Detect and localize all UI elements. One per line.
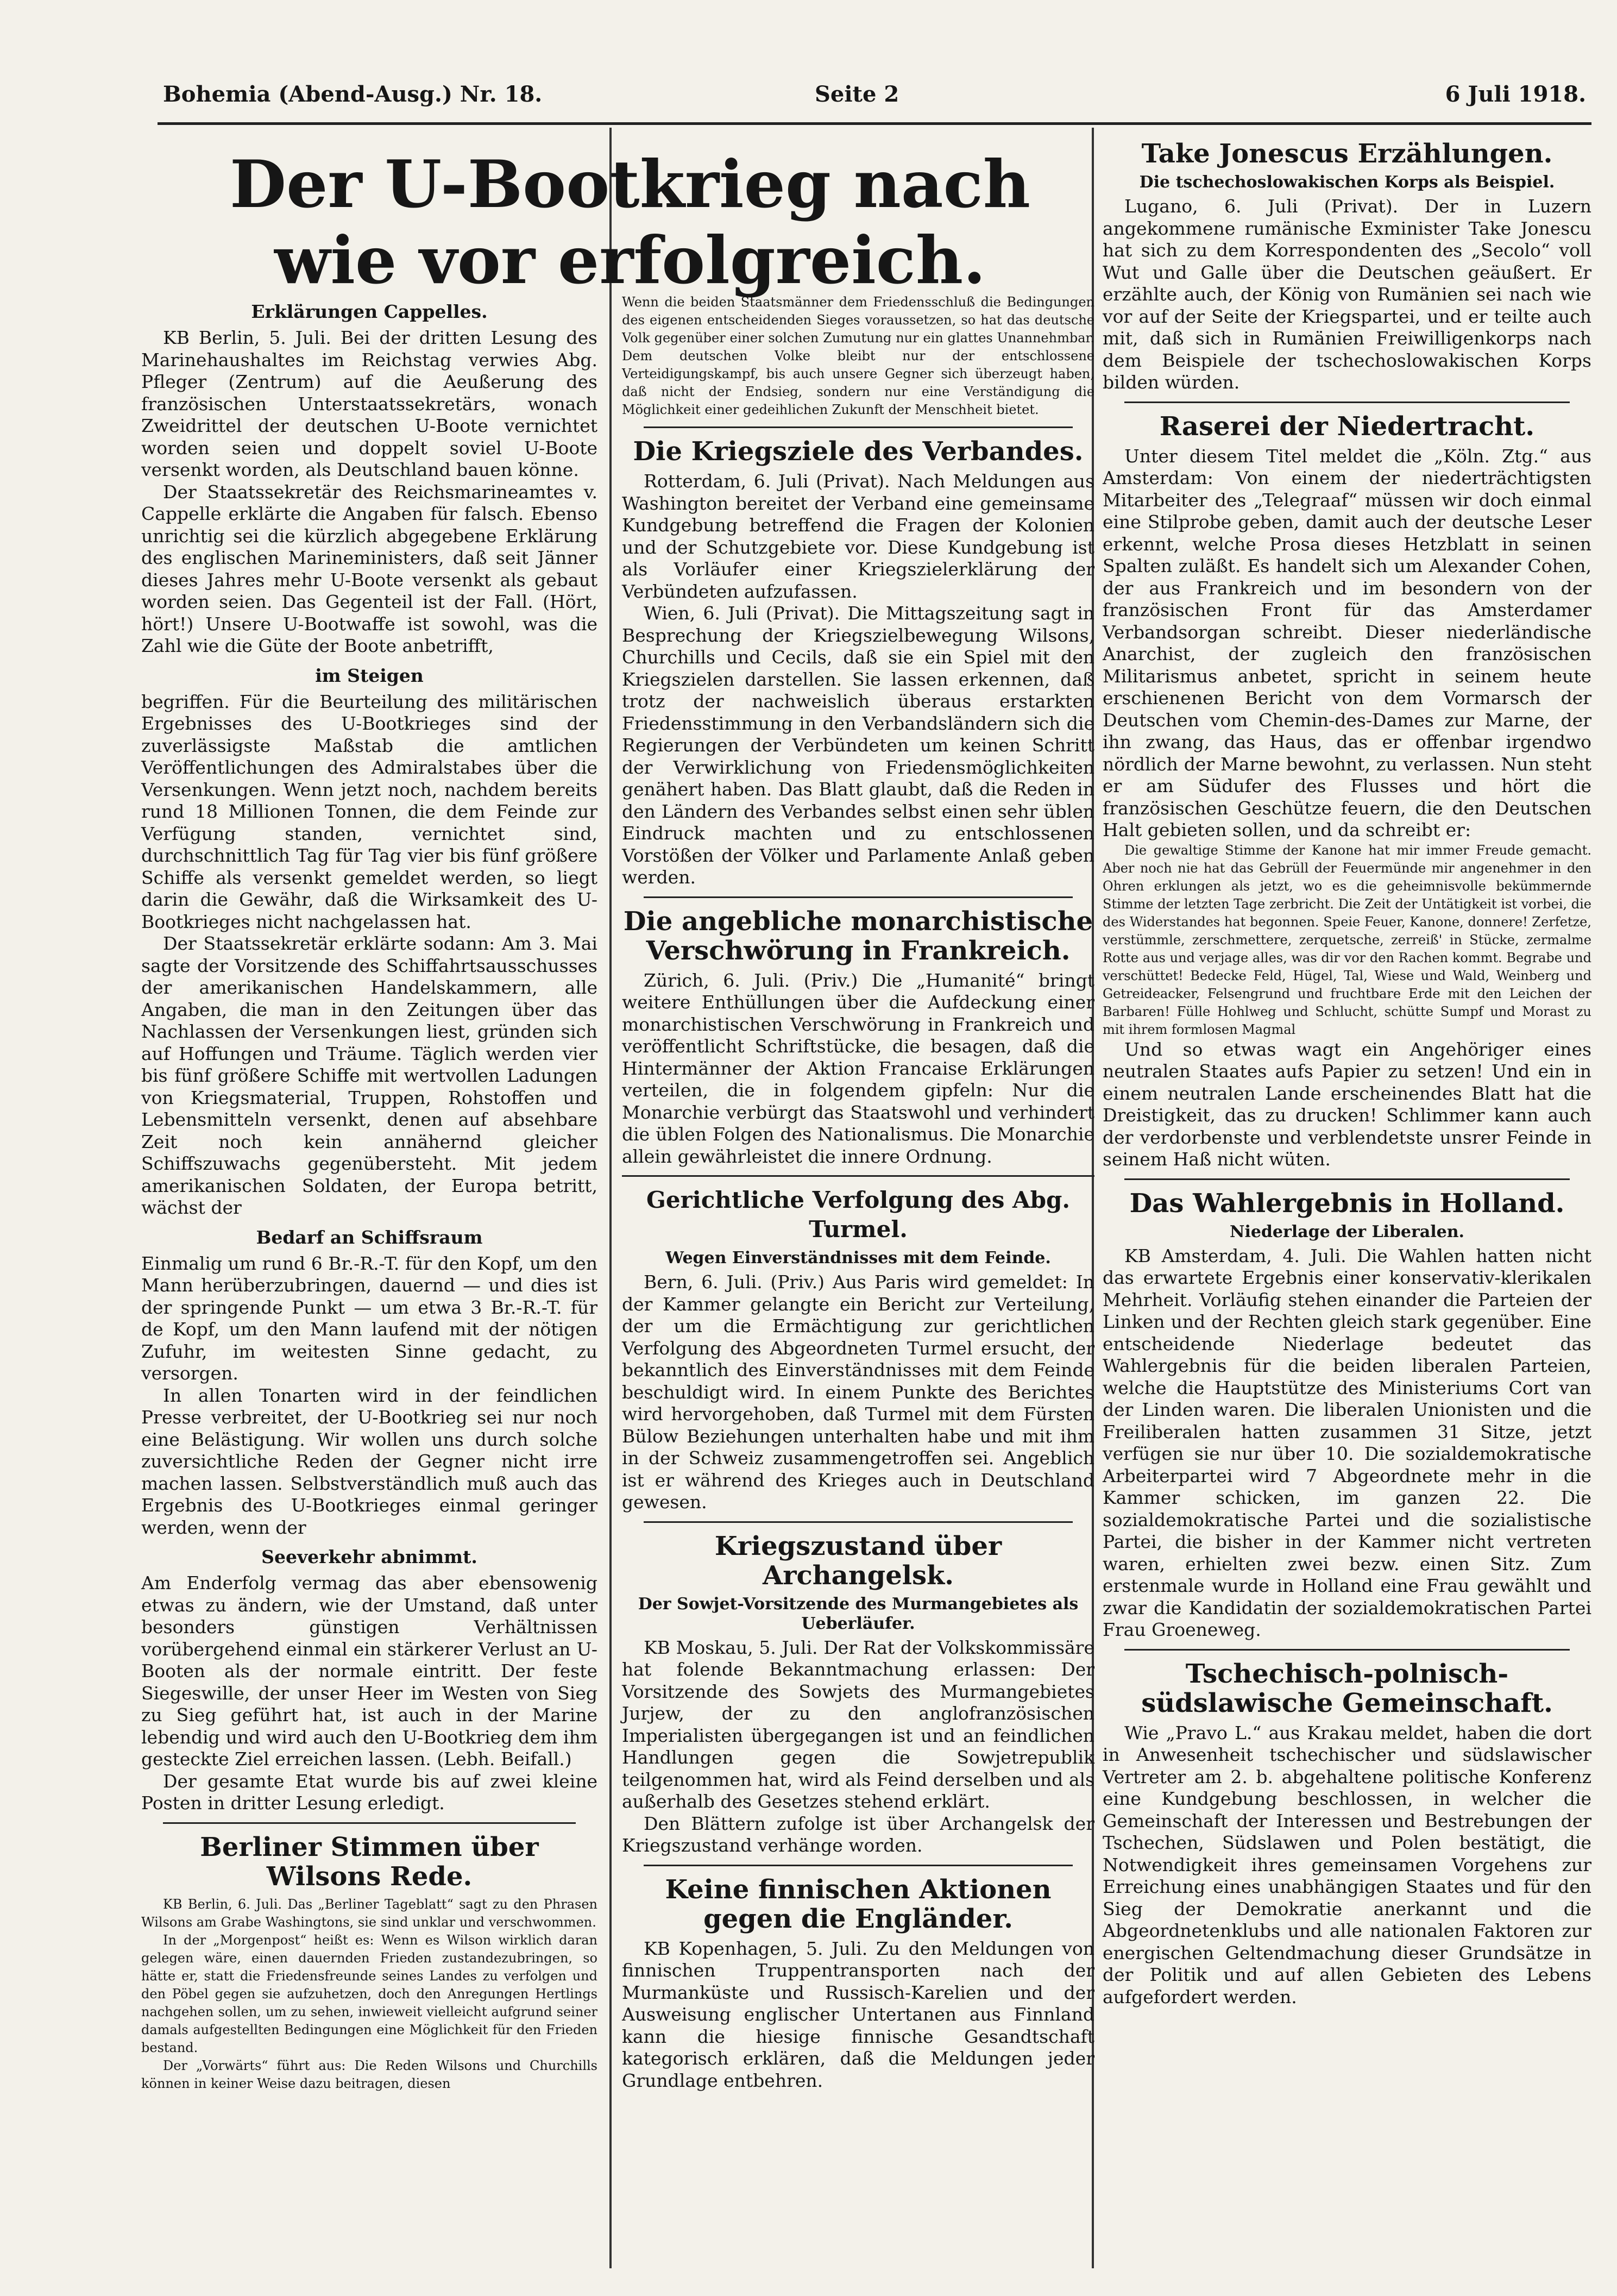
article-paragraph: Einmalig um rund 6 Br.-R.-T. für den Kopf, um den Mann herüberzubringen, dauernd — und dies ist der springende Punkt — um etwa 3 Br.-R.-T. für de Kopf, um den Mann laufend mit der nötigen Zufuhr, im weitesten Sinne gedacht, zu versorgen.: [141, 1252, 597, 1384]
article-paragraph: Bern, 6. Juli. (Priv.) Aus Paris wird gemeldet: In der Kammer gelangte ein Bericht zur Verteilung, der um die Ermächtigung zur gerichtlichen Verfolgung des Abgeordneten Turmel ersucht, der bekanntlich des Einverständnisses mit dem Feinde beschuldigt wird. In einem Punkte des Berichtes wird hervorgehoben, daß Turmel mit dem Fürsten Bülow Beziehungen unterhalten habe und mit ihm in der Schweiz zusammengetroffen sei. Angeblich ist er während des Krieges auch in Deutschland gewesen.: [622, 1271, 1094, 1513]
article-paragraph: Den Blättern zufolge ist über Archangelsk der Kriegszustand verhänge worden.: [622, 1812, 1094, 1856]
article-subhead: Wegen Einverständnisses mit dem Feinde.: [665, 1249, 1051, 1268]
article-paragraph: Wenn die beiden Staatsmänner dem Friedensschluß die Bedingungen des eigenen entscheidenden Sieges voraussetzen, so hat das deutsche Volk gegenüber einer solchen Zumutung nur ein glattes Unannehmbar. Dem deutschen Volke bleibt nur der entschlossene Verteidigungskampf, bis auch unsere Gegner sich überzeugt haben, daß nicht der Endsieg, sondern nur eine Verständigung die Möglichkeit einer gedeihlichen Zukunft der Menschheit bietet.: [622, 294, 1094, 417]
article-headline: Keine finnischen Aktionen gegen die Engländer.: [665, 1874, 1052, 1934]
article-divider: [644, 426, 1073, 428]
article-subhead: Seeverkehr abnimmt.: [261, 1546, 477, 1567]
article-paragraph: Und so etwas wagt ein Angehöriger eines neutralen Staates aufs Papier zu setzen! Und ein in einem neutralen Lande erscheinendes Blatt hat die Dreistigkeit, das zu drucken! Schlimmer kann auch der verdorbenste und verblendetste unsrer Feinde in seinem Haß nicht wüten.: [1103, 1038, 1591, 1170]
main-headline: Der U-Bootkrieg nach wie vor erfolgreich.: [230, 146, 1030, 299]
article-divider: [644, 1521, 1073, 1523]
article-subhead: Die tschechoslowakischen Korps als Beispiel.: [1139, 173, 1555, 192]
column-2: [622, 293, 1094, 2092]
article-subhead: Niederlage der Liberalen.: [1230, 1222, 1464, 1241]
column-divider: [609, 128, 612, 2268]
article-quote: [1103, 842, 1591, 1039]
article-paragraph: Am Enderfolg vermag das aber ebensowenig etwas zu ändern, wie der Umstand, daß unter besonders günstigen Verhältnissen vorübergehend einmal ein stärkerer Verlust an U-Booten als der normale eintritt. Der feste Siegeswille, der unser Heer im Westen von Sieg zu Sieg geführt hat, ist auch in der Marine lebendig und wird auch den U-Bootkrieg dem ihm gesteckte Ziel erreichen lassen. (Lebh. Beifall.): [141, 1572, 597, 1770]
article-paragraph: In allen Tonarten wird in der feindlichen Presse verbreitet, der U-Bootkrieg sei nur noch eine Belästigung. Wir wollen uns durch solche zuversichtliche Reden der Gegner nicht irre machen lassen. Selbstverständlich muß auch das Ergebnis des U-Bootkrieges einmal geringer werden, wenn der: [141, 1384, 597, 1538]
article-paragraph: Zürich, 6. Juli. (Priv.) Die „Humanité“ bringt weitere Enthüllungen über die Aufdeckung einer monarchistischen Verschwörung in Frankreich und veröffentlicht Schriftstücke, die besagen, daß die Hintermänner der Aktion Francaise Erklärungen verteilen, die in folgendem gipfeln: Nur die Monarchie verbürgt das Staatswohl und verhindert die üblen Folgen des Nationalismus. Die Monarchie allein gewährleistet die innere Ordnung.: [622, 969, 1094, 1167]
article-divider: [644, 1865, 1073, 1866]
article-headline: Kriegszustand über Archangelsk.: [714, 1530, 1002, 1591]
article-paragraph: Unter diesem Titel meldet die „Köln. Ztg.“ aus Amsterdam: Von einem der niederträchtigsten Mitarbeiter des „Telegraaf“ müssen wir doch einmal eine Stilprobe geben, damit auch der deutsche Leser erkennt, welche Prosa dieses Hetzblatt in seinen Spalten zuläßt. Es handelt sich um Alexander Cohen, der aus Frankreich und im besondern von der französischen Front für das Amsterdamer Verbandsorgan schreibt. Dieser niederländische Anarchist, der zugleich den französischen Militarismus anbetet, spricht in seinem heute erschienenen Bericht von dem Vormarsch der Deutschen vom Chemin-des-Dames zur Marne, der ihn zwang, das Haus, das er offenbar irgendwo nördlich der Marne bewohnt, zu verlassen. Nun steht er am Südufer des Flusses und hört die französischen Geschütze feuern, die den Deutschen Halt gebieten sollen, und da schreibt er:: [1103, 445, 1591, 840]
article-divider: [644, 896, 1073, 898]
article-paragraph: KB Berlin, 6. Juli. Das „Berliner Tageblatt“ sagt zu den Phrasen Wilsons am Grabe Washingtons, sie sind unklar und verschwommen.: [141, 1896, 597, 1930]
article-paragraph: KB Kopenhagen, 5. Juli. Zu den Meldungen von finnischen Truppentransporten nach der Murmanküste und Russisch-Karelien und der Ausweisung englischer Untertanen aus Finnland kann die hiesige finnische Gesandtschaft kategorisch erklären, daß die Meldungen jeder Grundlage entbehren.: [622, 1937, 1094, 2091]
article-divider: [1124, 1649, 1570, 1651]
article-paragraph: Der gesamte Etat wurde bis auf zwei kleine Posten in dritter Lesung erledigt.: [141, 1770, 597, 1814]
header-page-number: Seite 2: [815, 81, 899, 107]
article-headline: Gerichtliche Verfolgung des Abg. Turmel.: [646, 1187, 1070, 1243]
article-paragraph: Rotterdam, 6. Juli (Privat). Nach Meldungen aus Washington bereitet der Verband eine gemeinsame Kundgebung betreffend die Fragen der Kolonien und der Schutzgebiete vor. Diese Kundgebung ist als Vorläufer einer Kriegszielerklärung der Verbündeten aufzufassen.: [622, 471, 1094, 602]
page-header: [163, 81, 1586, 114]
article-headline: Take Jonescus Erzählungen.: [1141, 139, 1553, 169]
article-subhead: im Steigen: [315, 664, 424, 686]
header-paper-issue: Bohemia (Abend-Ausg.) Nr. 18.: [163, 81, 543, 107]
article-paragraph: Die gewaltige Stimme der Kanone hat mir immer Freude gemacht. Aber noch nie hat das Gebrüll der Feuermünde mir angenehmer in den Ohren erklungen als jetzt, wo es die geheimnisvolle bekümmernde Stimme der letzten Tage zerbricht. Die Zeit der Untätigkeit ist vorbei, die des Widerstandes hat begonnen. Speie Feuer, Kanone, donnere! Zerfetze, verstümmle, zerschmettere, zerquetsche, zerreiß' in Stücke, zermalme Rotte aus und verjage alles, was dir vor den Rachen kommt. Begrabe und verschüttet! Bedecke Feld, Hügel, Tal, Wiese und Wald, Weinberg und Getreideacker, Felsengrund und fruchtbare Erde mit den Leichen der Barbaren! Fülle Hohlweg und Schlucht, schütte Sumpf und Morast zu mit ihrem formlosen Magmal: [1103, 842, 1591, 1037]
article-headline: Tschechisch-polnisch-südslawische Gemeinschaft.: [1141, 1658, 1553, 1718]
article-paragraph: Der Staatssekretär des Reichsmarineamtes v. Cappelle erklärte die Angaben für falsch. Ebenso unrichtig sei die kürzlich abgegebene Erklärung des englischen Marineministers, daß seit Jänner dieses Jahres mehr U-Boote versenkt als gebaut worden seien. Das Gegenteil ist der Fall. (Hört, hört!) Unsere U-Bootwaffe ist sowohl, was die Zahl wie die Güte der Boote anbetrifft,: [141, 481, 597, 656]
article-paragraph: Der Staatssekretär erklärte sodann: Am 3. Mai sagte der Vorsitzende des Schiffahrtsausschusses der amerikanischen Handelskammern, alle Angaben, die man in den Zeitungen über das Nachlassen der Versenkungen liest, gründen sich auf Hoffungen und Träume. Täglich werden vier bis fünf größere Schiffe mit wertvollen Ladungen von Kriegsmaterial, Truppen, Rohstoffen und Lebensmitteln versenkt, denen auf absehbare Zeit noch kein annähernd gleicher Schiffszuwachs gegenübersteht. Mit jedem amerikanischen Soldaten, der Europa betritt, wächst der: [141, 933, 597, 1218]
article-paragraph: KB Moskau, 5. Juli. Der Rat der Volkskommissäre hat folende Bekanntmachung erlassen: Der Vorsitzende des Sowjets des Murmangebietes Jurjew, der zu den anglofranzösischen Imperialisten übergegangen ist und an feindlichen Handlungen gegen die Sowjetrepublik teilgenommen hat, wird als Feind derselben und als außerhalb des Gesetzes stehend erklärt.: [622, 1636, 1094, 1812]
article-paragraph: begriffen. Für die Beurteilung des militärischen Ergebnisses des U-Bootkrieges sind der zuverlässigste Maßstab die amtlichen Veröffentlichungen des Admiralstabes über die Versenkungen. Wenn jetzt noch, nachdem bereits rund 18 Millionen Tonnen, die dem Feinde zur Verfügung standen, vernichtet sind, durchschnittlich Tag für Tag vier bis fünf größere Schiffe als versenkt gemeldet werden, so liegt darin die Gewähr, daß die Wirksamkeit des U-Bootkrieges nicht nachgelassen hat.: [141, 691, 597, 932]
article-paragraph: Der „Vorwärts“ führt aus: Die Reden Wilsons und Churchills können in keiner Weise dazu beitragen, diesen: [141, 2057, 597, 2091]
article-subhead: Erklärungen Cappelles.: [251, 301, 488, 322]
article-paragraph: KB Berlin, 5. Juli. Bei der dritten Lesung des Marinehaushaltes im Reichstag verwies Abg. Pfleger (Zentrum) auf die Aeußerung des französischen Unterstaatssekretärs, wonach Zweidrittel der deutschen U-Boote vernichtet worden seien und doppelt soviel U-Boote versenkt worden, als Deutschland bauen könne.: [141, 327, 597, 480]
article-headline: Berliner Stimmen über Wilsons Rede.: [200, 1831, 539, 1892]
article-headline: Das Wahlergebnis in Holland.: [1129, 1188, 1565, 1219]
article-divider: [622, 1175, 1094, 1177]
article-subhead: Bedarf an Schiffsraum: [256, 1226, 483, 1248]
article-divider: [1124, 1178, 1570, 1180]
article-divider: [163, 1822, 576, 1824]
article-subhead: Der Sowjet-Vorsitzende des Murmangebietes als Ueberläufer.: [638, 1594, 1079, 1633]
article-body-small: [141, 1896, 597, 2093]
article-divider: [1124, 402, 1570, 403]
article-paragraph: In der „Morgenpost“ heißt es: Wenn es Wilson wirklich daran gelegen wäre, einen dauernden Frieden zustandezubringen, so hätte er, statt die Friedensfreunde seines Landes zu verfolgen und den Pöbel gegen sie aufzuhetzen, doch den Anregungen Hertlings nachgehen sollen, um zu sehen, inwieweit vielleicht aufgrund seiner damals aufgestellten Bedingungen eine Möglichkeit für den Frieden bestand.: [141, 1932, 597, 2055]
article-paragraph: Lugano, 6. Juli (Privat). Der in Luzern angekommene rumänische Exminister Take Jonescu hat sich zu dem Korrespondenten des „Secolo“ voll Wut und Galle über die Deutschen geäußert. Er erzählte auch, der König von Rumänien sei nach wie vor auf der Seite der Kriegspartei, und er teilte auch mit, daß sich in Rumänien Freiwilligenkorps nach dem Beispiele der tschechoslowakischen Korps bilden würden.: [1103, 196, 1591, 393]
article-headline: Raserei der Niedertracht.: [1159, 411, 1535, 442]
article-paragraph: KB Amsterdam, 4. Juli. Die Wahlen hatten nicht das erwartete Ergebnis einer konservativ-klerikalen Mehrheit. Vorläufig stehen einander die Parteien der Linken und der Rechten gleich stark gegenüber. Eine entscheidende Niederlage bedeutet das Wahlergebnis für die beiden liberalen Parteien, welche die Hauptstütze des Ministeriums Cort van der Linden waren. Die liberalen Unionisten und die Freiliberalen hatten zusammen 31 Sitze, jetzt verfügen sie nur über 10. Die sozialdemokratische Arbeiterpartei wird 7 Abgeordnete mehr in die Kammer schicken, im ganzen 22. Die sozialdemokratische Partei und die sozialistische Partei, die bisher in der Kammer nicht vertreten waren, erhielten zwei bezw. einen Sitz. Zum erstenmale wurde in Holland eine Frau gewählt und zwar die Kandidatin der sozialdemokratischen Partei Frau Groeneweg.: [1103, 1245, 1591, 1640]
article-headline: Die Kriegsziele des Verbandes.: [633, 436, 1084, 467]
header-rule: [158, 122, 1591, 125]
column-3: [1103, 130, 1591, 2008]
column-1: [141, 293, 597, 2093]
article-paragraph: Wie „Pravo L.“ aus Krakau meldet, haben die dort in Anwesenheit tschechischer und südslawischer Vertreter am 2. b. abgehaltene politische Konferenz eine Kundgebung beschlossen, in welcher die Gemeinschaft der Interessen und Bestrebungen der Tschechen, Südslawen und Polen bestätigt, die Notwendigkeit ihres gemeinsamen Vorgehens zur Erreichung eines unabhängigen Staates und für den Sieg der Demokratie anerkannt und die Abgeordnetenklubs und alle nationalen Faktoren zur energischen Geltendmachung dieser Grundsätze in der Politik und auf allen Gebieten des Lebens aufgefordert werden.: [1103, 1722, 1591, 2008]
header-date: 6 Juli 1918.: [1445, 81, 1586, 107]
article-body-small: [622, 293, 1094, 419]
article-paragraph: Wien, 6. Juli (Privat). Die Mittagszeitung sagt in Besprechung der Kriegszielbewegung Wilsons, Churchills und Cecils, daß sie ein Spiel mit den Kriegszielen darstellen. Sie lassen erkennen, daß trotz der nachweislich überaus erstarkten Friedensstimmung in den Verbandsländern sich die Regierungen der Verbündeten um keinen Schritt der Verwirklichung von Friedensmöglichkeiten genähert haben. Das Blatt glaubt, daß die Reden in den Ländern des Verbandes selbst einen sehr üblen Eindruck machten und zu entschlossenen Vorstößen der Völker und Parlamente Anlaß geben werden.: [622, 603, 1094, 888]
article-headline: Die angebliche monarchistische Verschwörung in Frankreich.: [623, 906, 1093, 966]
